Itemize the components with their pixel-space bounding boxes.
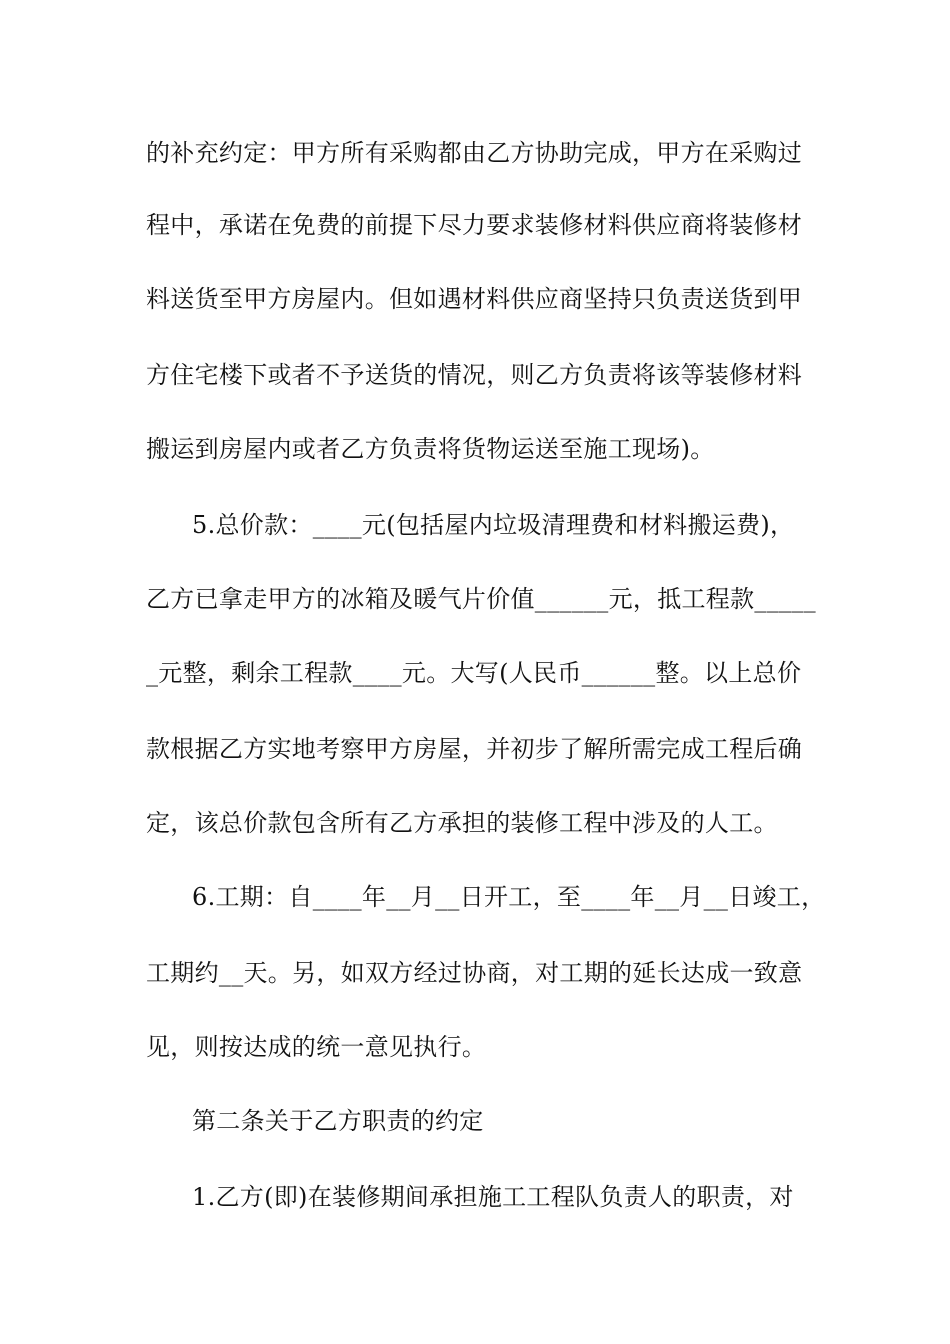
paragraph-line: 款根据乙方实地考察甲方房屋，并初步了解所需完成工程后确	[146, 735, 803, 763]
section-heading: 第二条关于乙方职责的约定	[192, 1107, 484, 1135]
paragraph-line: 1.乙方(即)在装修期间承担施工工程队负责人的职责，对	[192, 1183, 794, 1211]
paragraph-line: 工期约__天。另，如双方经过协商，对工期的延长达成一致意	[146, 959, 803, 987]
paragraph-line: 的补充约定：甲方所有采购都由乙方协助完成，甲方在采购过	[146, 139, 803, 167]
paragraph-line: 乙方已拿走甲方的冰箱及暖气片价值______元，抵工程款_____	[146, 585, 816, 613]
paragraph-line: 程中，承诺在免费的前提下尽力要求装修材料供应商将装修材	[146, 211, 803, 239]
paragraph-line: 5.总价款：____元(包括屋内垃圾清理费和材料搬运费)，	[192, 511, 795, 539]
paragraph-line: 见，则按达成的统一意见执行。	[146, 1033, 487, 1061]
paragraph-line: 6.工期：自____年__月__日开工，至____年__月__日竣工，	[192, 883, 826, 911]
paragraph-line: 搬运到房屋内或者乙方负责将货物运送至施工现场)。	[146, 435, 715, 463]
paragraph-line: 定，该总价款包含所有乙方承担的装修工程中涉及的人工。	[146, 809, 778, 837]
paragraph-line: _元整，剩余工程款____元。大写(人民币______整。以上总价	[146, 659, 802, 687]
paragraph-line: 料送货至甲方房屋内。但如遇材料供应商坚持只负责送货到甲	[146, 285, 803, 313]
paragraph-line: 方住宅楼下或者不予送货的情况，则乙方负责将该等装修材料	[146, 361, 803, 389]
